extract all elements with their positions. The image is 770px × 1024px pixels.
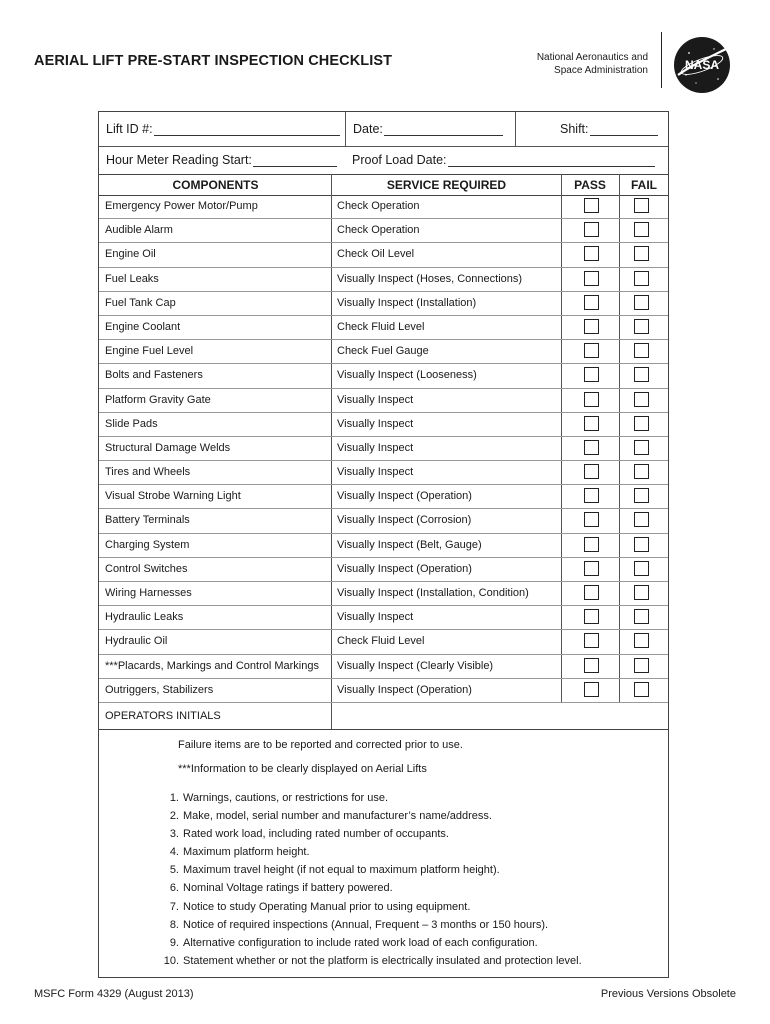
component-cell: Tires and Wheels [105, 466, 191, 479]
list-item-number: 2. [169, 810, 179, 823]
service-cell: Visually Inspect (Corrosion) [337, 514, 472, 527]
list-item [149, 861, 582, 879]
pass-checkbox[interactable] [584, 609, 599, 624]
table-row [99, 316, 668, 340]
list-item-number: 7. [169, 900, 179, 913]
shift-field[interactable] [515, 112, 669, 146]
fail-checkbox[interactable] [634, 609, 649, 624]
service-cell: Visually Inspect (Hoses, Connections) [337, 272, 523, 285]
document-title: AERIAL LIFT PRE-START INSPECTION CHECKLIST [34, 53, 393, 69]
pass-checkbox[interactable] [584, 271, 599, 286]
component-cell: Charging System [105, 538, 190, 551]
fail-checkbox[interactable] [634, 295, 649, 310]
table-row [99, 364, 668, 388]
service-cell: Visually Inspect (Operation) [337, 562, 472, 575]
component-cell: Fuel Leaks [105, 272, 159, 285]
operators-initials-label: OPERATORS INITIALS [105, 710, 221, 722]
pass-checkbox[interactable] [584, 416, 599, 431]
note-failure-items: Failure items are to be reported and corrected prior to use. [178, 739, 463, 751]
list-item [149, 898, 582, 916]
component-cell: Slide Pads [105, 417, 158, 430]
list-item [149, 952, 582, 970]
lift-id-label: Lift ID #: [106, 122, 153, 136]
date-line[interactable] [384, 122, 503, 136]
lift-id-field[interactable] [99, 112, 345, 146]
table-row [99, 630, 668, 654]
service-cell: Visually Inspect [337, 466, 414, 479]
list-item-text: Rated work load, including rated number of occupants. [183, 828, 449, 841]
column-header-row [99, 174, 668, 196]
table-row [99, 268, 668, 292]
list-item-number: 4. [169, 846, 179, 859]
service-cell: Visually Inspect [337, 393, 414, 406]
fail-checkbox[interactable] [634, 367, 649, 382]
list-item [149, 807, 582, 825]
table-row [99, 461, 668, 485]
table-row [99, 413, 668, 437]
list-item-text: Nominal Voltage ratings if battery powered. [183, 882, 393, 895]
pass-checkbox[interactable] [584, 343, 599, 358]
table-row [99, 679, 668, 703]
component-cell: Bolts and Fasteners [105, 369, 203, 382]
agency-name [537, 51, 648, 77]
pass-checkbox[interactable] [584, 537, 599, 552]
fail-checkbox[interactable] [634, 658, 649, 673]
components-header: COMPONENTS [172, 178, 259, 192]
component-cell: Control Switches [105, 562, 188, 575]
component-cell: Emergency Power Motor/Pump [105, 200, 258, 212]
list-item-number: 5. [169, 864, 179, 877]
component-cell: Structural Damage Welds [105, 441, 231, 454]
list-item-text: Notice to study Operating Manual prior to using equipment. [183, 900, 471, 913]
table-row [99, 558, 668, 582]
component-cell: Platform Gravity Gate [105, 393, 211, 406]
obsolete-notice: Previous Versions Obsolete [600, 988, 736, 1000]
fail-checkbox[interactable] [634, 682, 649, 697]
pass-checkbox[interactable] [584, 198, 599, 213]
proof-load-field[interactable] [345, 146, 669, 174]
service-cell: Visually Inspect (Operation) [337, 490, 472, 503]
table-row [99, 437, 668, 461]
component-cell: Engine Oil [105, 248, 156, 261]
pass-checkbox[interactable] [584, 561, 599, 576]
shift-label: Shift: [560, 122, 589, 136]
fail-checkbox[interactable] [634, 633, 649, 648]
component-cell: Engine Coolant [105, 320, 181, 333]
hour-meter-line[interactable] [253, 153, 337, 167]
date-field[interactable] [345, 112, 515, 146]
component-cell: Visual Strobe Warning Light [105, 490, 241, 503]
service-cell: Visually Inspect [337, 417, 414, 430]
fail-header: FAIL [631, 178, 657, 192]
table-row [99, 655, 668, 679]
fail-checkbox[interactable] [634, 222, 649, 237]
list-item [149, 789, 582, 807]
info-row-2 [99, 146, 668, 174]
service-cell: Visually Inspect [337, 441, 414, 454]
pass-header: PASS [574, 178, 606, 192]
service-cell: Visually Inspect (Looseness) [337, 369, 477, 382]
operators-initials-row[interactable] [99, 703, 668, 730]
list-item-number: 8. [169, 918, 179, 931]
notes-list [149, 789, 582, 970]
list-item [149, 825, 582, 843]
list-item-text: Make, model, serial number and manufacturer’s name/address. [183, 810, 492, 823]
service-cell: Check Fluid Level [337, 320, 425, 333]
fail-checkbox[interactable] [634, 512, 649, 527]
table-row [99, 195, 668, 219]
list-item-text: Alternative configuration to include rated work load of each configuration. [183, 936, 538, 949]
pass-checkbox[interactable] [584, 633, 599, 648]
shift-line[interactable] [590, 122, 658, 136]
component-cell: Audible Alarm [105, 224, 173, 237]
table-row [99, 243, 668, 267]
form-number: MSFC Form 4329 (August 2013) [34, 988, 194, 1000]
fail-checkbox[interactable] [634, 198, 649, 213]
list-item [149, 879, 582, 897]
table-row [99, 340, 668, 364]
fail-checkbox[interactable] [634, 392, 649, 407]
table-row [99, 219, 668, 243]
pass-checkbox[interactable] [584, 367, 599, 382]
component-cell: Battery Terminals [105, 514, 190, 527]
service-cell: Check Fuel Gauge [337, 345, 429, 358]
component-cell: ***Placards, Markings and Control Markings [105, 659, 319, 672]
pass-checkbox[interactable] [584, 658, 599, 673]
list-item-text: Warnings, cautions, or restrictions for use. [183, 792, 389, 804]
table-row [99, 509, 668, 533]
list-item [149, 934, 582, 952]
pass-checkbox[interactable] [584, 319, 599, 334]
service-cell: Check Operation [337, 200, 420, 212]
service-cell: Check Fluid Level [337, 635, 425, 648]
lift-id-line[interactable] [154, 122, 340, 136]
service-cell: Visually Inspect (Installation) [337, 296, 477, 309]
list-item-number: 6. [169, 882, 179, 895]
proof-load-label: Proof Load Date: [352, 153, 447, 167]
service-cell: Visually Inspect (Clearly Visible) [337, 659, 494, 672]
date-label: Date: [353, 122, 383, 136]
service-cell: Visually Inspect [337, 611, 414, 624]
table-row [99, 485, 668, 509]
agency-name-line2: Space Administration [554, 65, 648, 76]
service-cell: Check Oil Level [337, 248, 415, 261]
pass-checkbox[interactable] [584, 682, 599, 697]
list-item-text: Maximum platform height. [183, 846, 310, 859]
header-divider [661, 32, 662, 88]
list-item-number: 1. [169, 792, 179, 804]
table-row [99, 534, 668, 558]
component-cell: Engine Fuel Level [105, 345, 194, 358]
inspection-form [98, 111, 669, 978]
service-cell: Check Operation [337, 224, 420, 237]
fail-checkbox[interactable] [634, 319, 649, 334]
component-cell: Outriggers, Stabilizers [105, 683, 214, 696]
component-cell: Hydraulic Leaks [105, 611, 184, 624]
table-row [99, 582, 668, 606]
checklist-rows [99, 195, 668, 703]
hour-meter-field[interactable] [99, 146, 345, 174]
list-item-text: Notice of required inspections (Annual, Frequent – 3 months or 150 hours). [183, 918, 549, 931]
fail-checkbox[interactable] [634, 488, 649, 503]
nasa-logo [672, 35, 732, 95]
service-cell: Visually Inspect (Belt, Gauge) [337, 538, 482, 551]
service-cell: Visually Inspect (Operation) [337, 683, 472, 696]
fail-checkbox[interactable] [634, 464, 649, 479]
pass-checkbox[interactable] [584, 585, 599, 600]
fail-checkbox[interactable] [634, 246, 649, 261]
pass-checkbox[interactable] [584, 440, 599, 455]
list-item [149, 916, 582, 934]
fail-checkbox[interactable] [634, 416, 649, 431]
hour-meter-label: Hour Meter Reading Start: [106, 153, 252, 167]
pass-checkbox[interactable] [584, 222, 599, 237]
fail-checkbox[interactable] [634, 561, 649, 576]
pass-checkbox[interactable] [584, 392, 599, 407]
list-item-number: 9. [169, 936, 179, 949]
list-item [149, 843, 582, 861]
agency-name-line1: National Aeronautics and [536, 52, 648, 63]
table-row [99, 292, 668, 316]
fail-checkbox[interactable] [634, 271, 649, 286]
fail-checkbox[interactable] [634, 343, 649, 358]
list-item-number: 3. [169, 828, 179, 841]
table-row [99, 606, 668, 630]
pass-checkbox[interactable] [584, 246, 599, 261]
fail-checkbox[interactable] [634, 537, 649, 552]
note-information: ***Information to be clearly displayed on Aerial Lifts [178, 763, 427, 775]
proof-load-line[interactable] [448, 153, 655, 167]
fail-checkbox[interactable] [634, 585, 649, 600]
service-cell: Visually Inspect (Installation, Condition) [337, 587, 529, 599]
component-cell: Hydraulic Oil [105, 635, 168, 648]
pass-checkbox[interactable] [584, 512, 599, 527]
pass-checkbox[interactable] [584, 488, 599, 503]
fail-checkbox[interactable] [634, 440, 649, 455]
info-row-1 [99, 112, 668, 147]
list-item-text: Statement whether or not the platform is electrically insulated and protection level. [183, 954, 582, 967]
table-row [99, 389, 668, 413]
pass-checkbox[interactable] [584, 464, 599, 479]
nasa-logo-text: NASA [684, 58, 720, 72]
service-header: SERVICE REQUIRED [386, 178, 507, 192]
list-item-text: Maximum travel height (if not equal to maximum platform height). [183, 864, 500, 877]
component-cell: Fuel Tank Cap [105, 296, 176, 309]
component-cell: Wiring Harnesses [105, 587, 192, 599]
pass-checkbox[interactable] [584, 295, 599, 310]
list-item-number: 10. [163, 954, 179, 967]
